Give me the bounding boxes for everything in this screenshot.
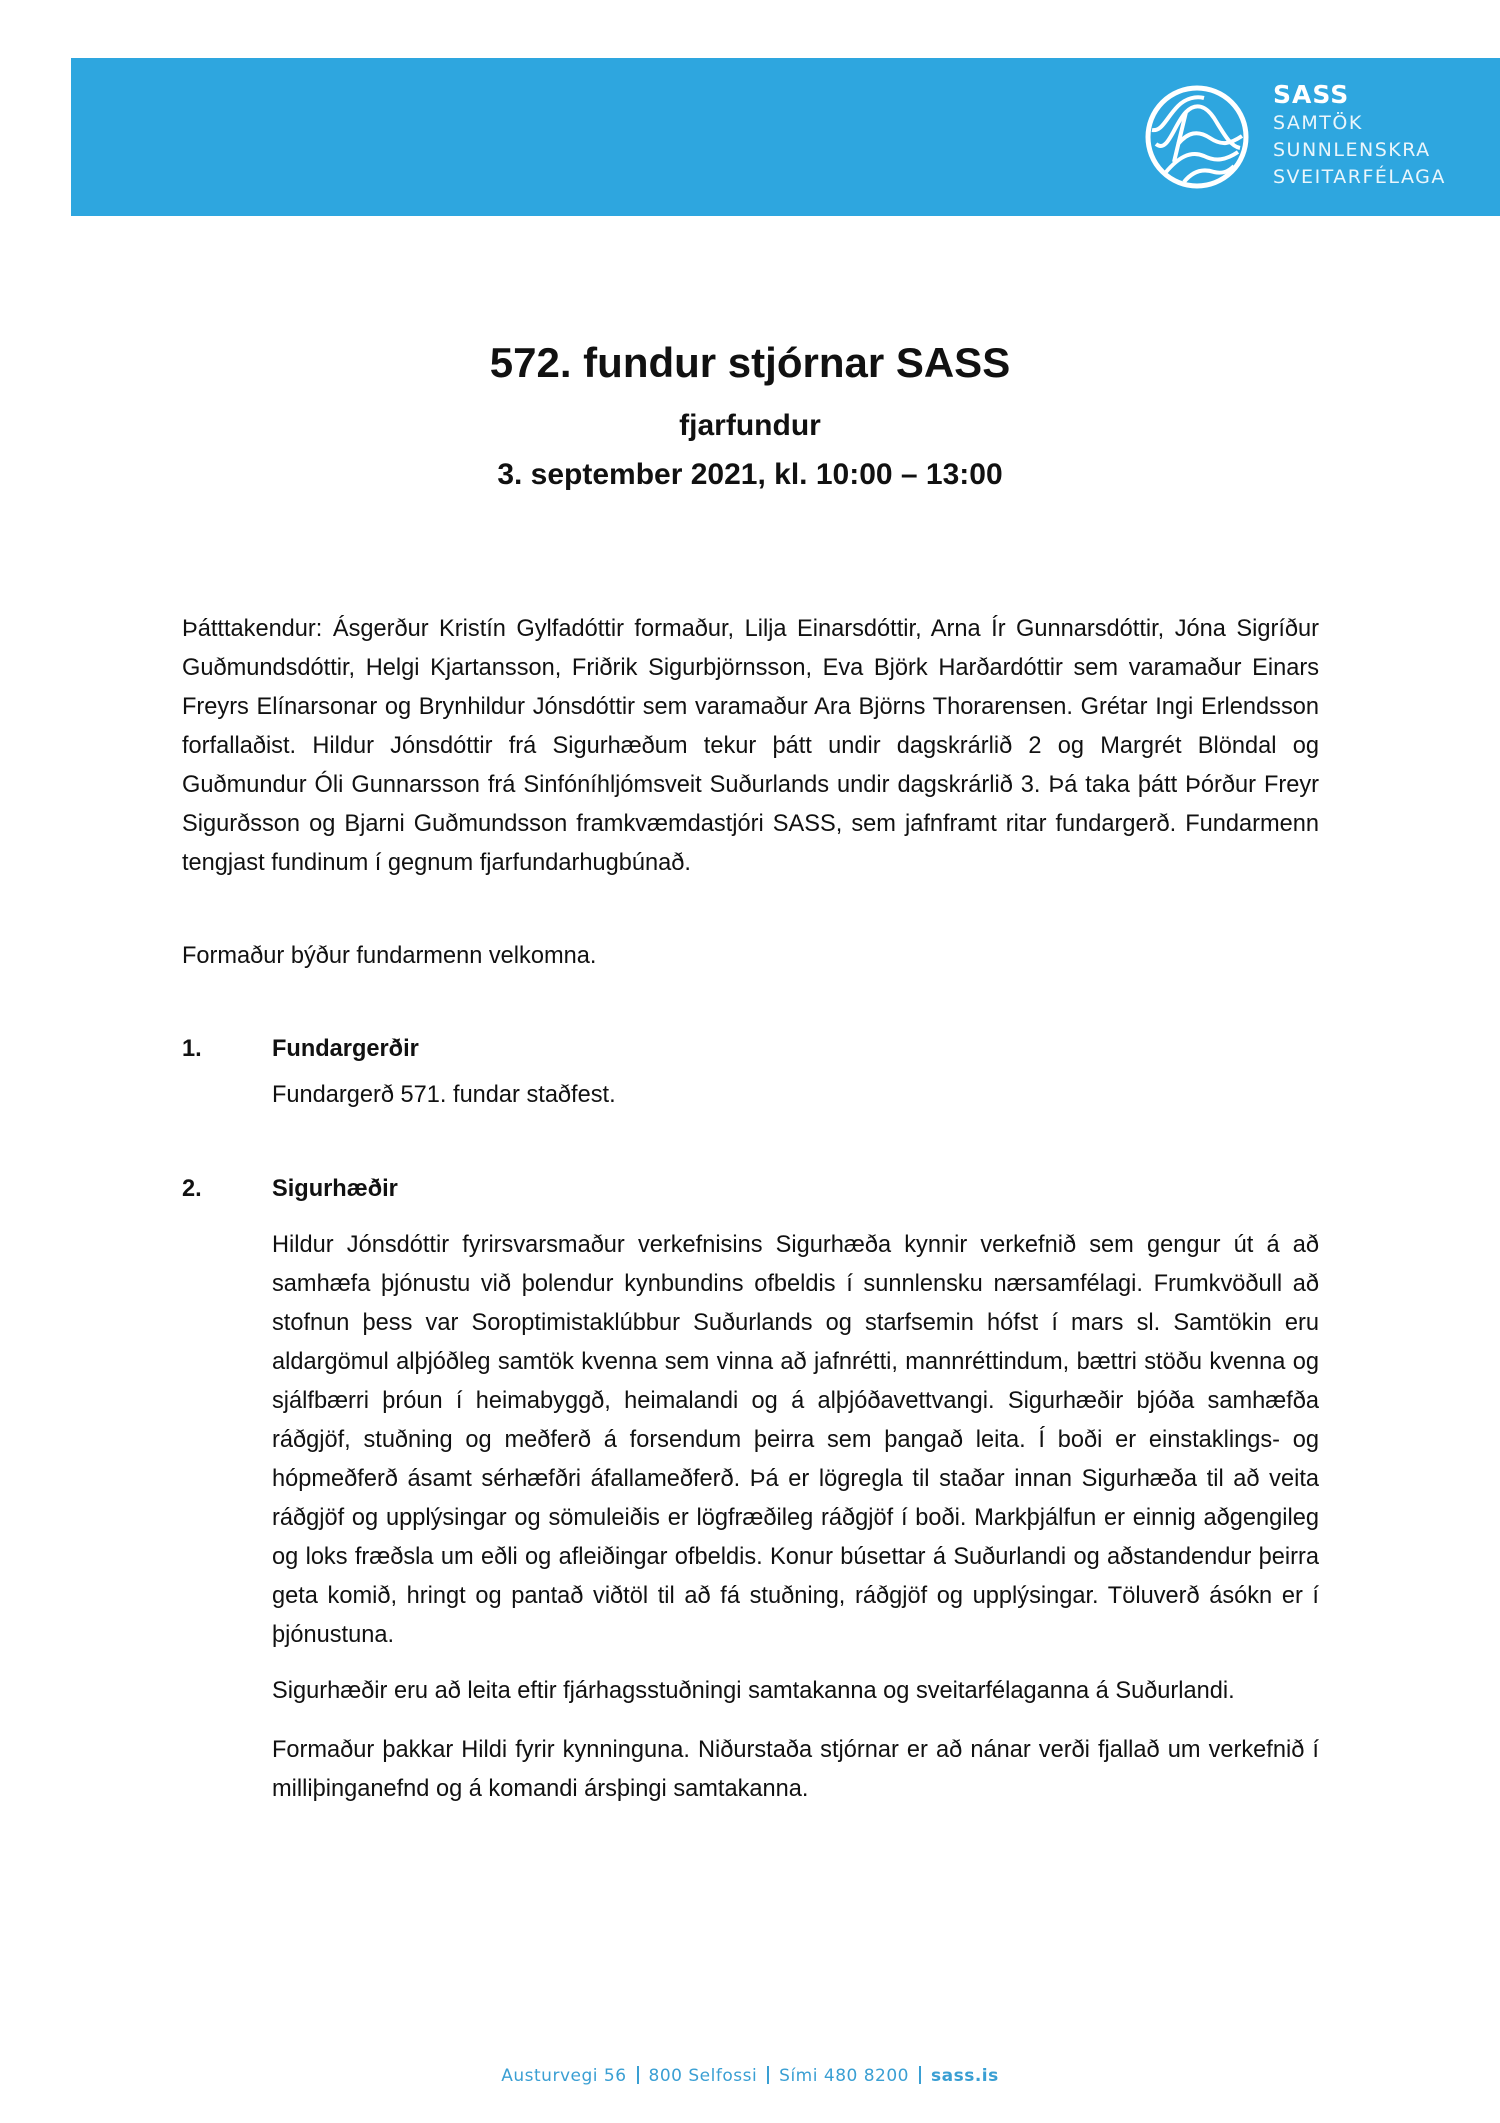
logo-line: SUNNLENSKRA	[1273, 139, 1431, 161]
agenda-item-heading: Fundargerðir	[272, 1036, 419, 1062]
footer-address: Austurvegi 56	[501, 2066, 627, 2086]
agenda-item-paragraph: Sigurhæðir eru að leita eftir fjárhagsstuðningi samtakanna og sveitarfélaganna á Suðurlandi.	[272, 1678, 1235, 1704]
agenda-item-heading: Sigurhæðir	[272, 1176, 398, 1202]
logo-wordmark	[1273, 80, 1446, 191]
welcome-paragraph: Formaður býður fundarmenn velkomna.	[182, 943, 597, 969]
footer-divider	[637, 2066, 639, 2084]
footer-divider	[767, 2066, 769, 2084]
agenda-item-number: 2.	[182, 1176, 202, 1202]
logo-abbr: SASS	[1273, 80, 1350, 109]
agenda-item-paragraph: Formaður þakkar Hildi fyrir kynninguna. Niðurstaða stjórnar er að nánar verði fjallað um verkefnið í milliþinganefnd og á komandi ársþingi samtakanna.	[272, 1737, 1319, 1802]
agenda-item-paragraph: Fundargerð 571. fundar staðfest.	[272, 1082, 616, 1108]
agenda-item-paragraph: Hildur Jónsdóttir fyrirsvarsmaður verkefnisins Sigurhæða kynnir verkefnið sem gengur út á að samhæfa þjónustu við þolendur kynbundins ofbeldis í sunnlensku nærsamfélagi. Frumkvöðull að stofnun þess var Soroptimistaklúbbur Suðurlands og starfsemin hófst í mars sl. Samtökin eru aldargömul alþjóðleg samtök kvenna sem vinna að jafnrétti, mannréttindum, bættri stöðu kvenna og sjálfbærri þróun í heimabyggð, heimalandi og á alþjóðavettvangi. Sigurhæðir bjóða samhæfða ráðgjöf, stuðning og meðferð á forsendum þeirra sem þangað leita. Í boði er einstaklings- og hópmeðferð ásamt sérhæfðri áfallameðferð. Þá er lögregla til staðar innan Sigurhæða til að veita ráðgjöf og upplýsingar og sömuleiðis er lögfræðileg ráðgjöf í boði. Markþjálfun er einnig aðgengileg og loks fræðsla um eðli og afleiðingar ofbeldis. Konur búsettar á Suðurlandi og aðstandendur þeirra geta komið, hringt og pantað viðtöl til að fá stuðning, ráðgjöf og upplýsingar. Töluverð ásókn er í þjónustuna.	[272, 1232, 1319, 1648]
sass-logo-icon	[1144, 84, 1250, 190]
footer-website-link[interactable]: sass.is	[931, 2066, 999, 2086]
footer-city: 800 Selfossi	[648, 2066, 758, 2086]
page-title: 572. fundur stjórnar SASS	[489, 339, 1011, 386]
logo-line: SVEITARFÉLAGA	[1273, 166, 1446, 188]
meeting-date: 3. september 2021, kl. 10:00 – 13:00	[497, 458, 1003, 491]
agenda-item-number: 1.	[182, 1036, 202, 1062]
footer-phone: Sími 480 8200	[779, 2066, 909, 2086]
page-footer	[0, 2066, 1500, 2086]
meeting-type: fjarfundur	[679, 409, 821, 442]
logo-line: SAMTÖK	[1273, 112, 1363, 134]
footer-divider	[919, 2066, 921, 2084]
participants-paragraph: Þátttakendur: Ásgerður Kristín Gylfadóttir formaður, Lilja Einarsdóttir, Arna Ír Gunnarsdóttir, Jóna Sigríður Guðmundsdóttir, Helgi Kjartansson, Friðrik Sigurbjörnsson, Eva Björk Harðardóttir sem varamaður Einars Freyrs Elínarsonar og Brynhildur Jónsdóttir sem varamaður Ara Björns Thorarensen. Grétar Ingi Erlendsson forfallaðist. Hildur Jónsdóttir frá Sigurhæðum tekur þátt undir dagskrárlið 2 og Margrét Blöndal og Guðmundur Óli Gunnarsson frá Sinfóníhljómsveit Suðurlands undir dagskrárlið 3. Þá taka þátt Þórður Freyr Sigurðsson og Bjarni Guðmundsson framkvæmdastjóri SASS, sem jafnframt ritar fundargerð. Fundarmenn tengjast fundinum í gegnum fjarfundarhugbúnað.	[182, 616, 1319, 876]
